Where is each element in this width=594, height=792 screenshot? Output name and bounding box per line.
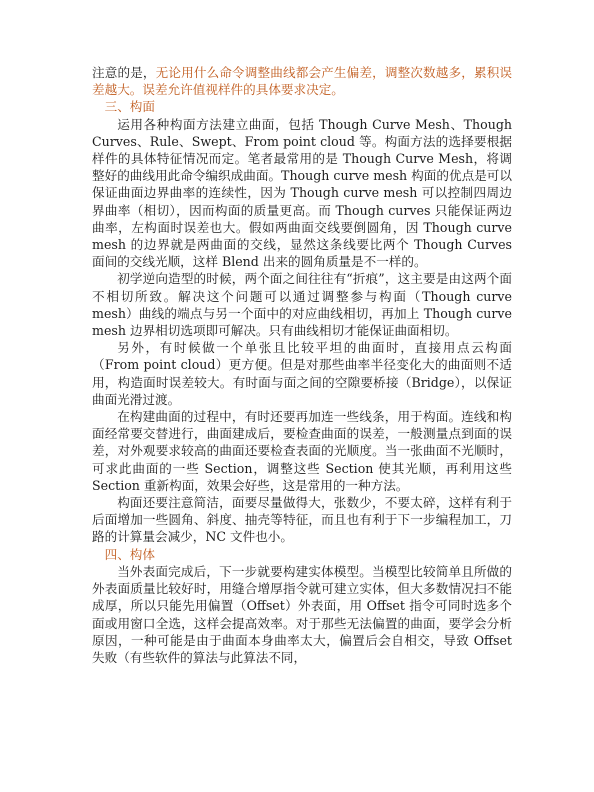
section-heading-solid: 四、构体	[104, 546, 155, 562]
paragraph: 在构建曲面的过程中，有时还要再加连一些线条，用于构面。连线和构面经常要交替进行，曲面建成后，要检查曲面的误差，一般测量点到面的误差，对外观要求较高的曲面还要检查表面的光顺度。当一张曲面不光顺时，可求此曲面的一些 Section，调整这些 Section 使其光顺，再利用这些 Section 重新构面，效果会好些，这是常用的一种方法。	[92, 409, 512, 493]
paragraph: 运用各种构面方法建立曲面，包括 Though Curve Mesh、Though Curves、Rule、Swept、From point cloud 等。构面方法的选择要根据样件的具体特征情况而定。笔者最常用的是 Though Curve Mesh，将调整好的曲线用此命令编织成曲面。Though curve mesh 构面的优点是可以保证曲面边界曲率的连续性，因为 Though curve mesh 可以控制四周边界曲率（相切），因而构面的质量更高。而 Though curves 只能保证两边曲率，左构面时误差也大。假如两曲面交线要倒圆角，因 Though curve mesh 的边界就是两曲面的交线，显然这条线要比两个 Though Curves 面间的交线光顺，这样 Blend 出来的圆角质量是不一样的。	[92, 116, 512, 270]
paragraph: 另外，有时候做一个单张且比较平坦的曲面时，直接用点云构面（From point cloud）更方便。但是对那些曲率半径变化大的曲面则不适用，构造面时误差较大。有时面与面之间的空隙要桥接（Bridge），以保证曲面光滑过渡。	[92, 340, 512, 407]
paragraph: 当外表面完成后，下一步就要构建实体模型。当模型比较简单且所做的外表面质量比较好时，用缝合增厚指令就可建立实体，但大多数情况扫不能成厚，所以只能先用偏置（Offset）外表面，用 Offset 指令可同时选多个面或用窗口全选，这样会提高效率。对于那些无法偏置的曲面，要学会分析原因，一种可能是由于曲面本身曲率太大，偏置后会自相交，导致 Offset 失败（有些软件的算法与此算法不同，	[92, 563, 512, 665]
continued-paragraph	[92, 64, 512, 98]
document-body	[92, 64, 512, 666]
paragraph: 构面还要注意简洁，面要尽量做得大，张数少，不要太碎，这样有利于后面增加一些圆角、斜度、抽壳等特征，而且也有利于下一步编程加工，刀路的计算量会减少，NC 文件也小。	[92, 495, 512, 545]
highlighted-warning: 无论用什么命令调整曲线都会产生偏差，调整次数越多，累积误差越大。	[92, 65, 513, 98]
paragraph: 初学逆向造型的时候，两个面之间往往有“折痕”，这主要是由这两个面不相切所致。解决这个问题可以通过调整参与构面（Though curve mesh）曲线的端点与另一个面中的对应曲线相切，再加上 Though curve mesh 边界相切选项即可解决。只有曲线相切才能保证曲面相切。	[92, 271, 512, 339]
paragraph-start: 注意的是，	[92, 65, 156, 80]
section-heading-surface: 三、构面	[104, 99, 155, 115]
paragraph-tail: 误差允许值视样件的具体要求决定。	[142, 82, 344, 98]
